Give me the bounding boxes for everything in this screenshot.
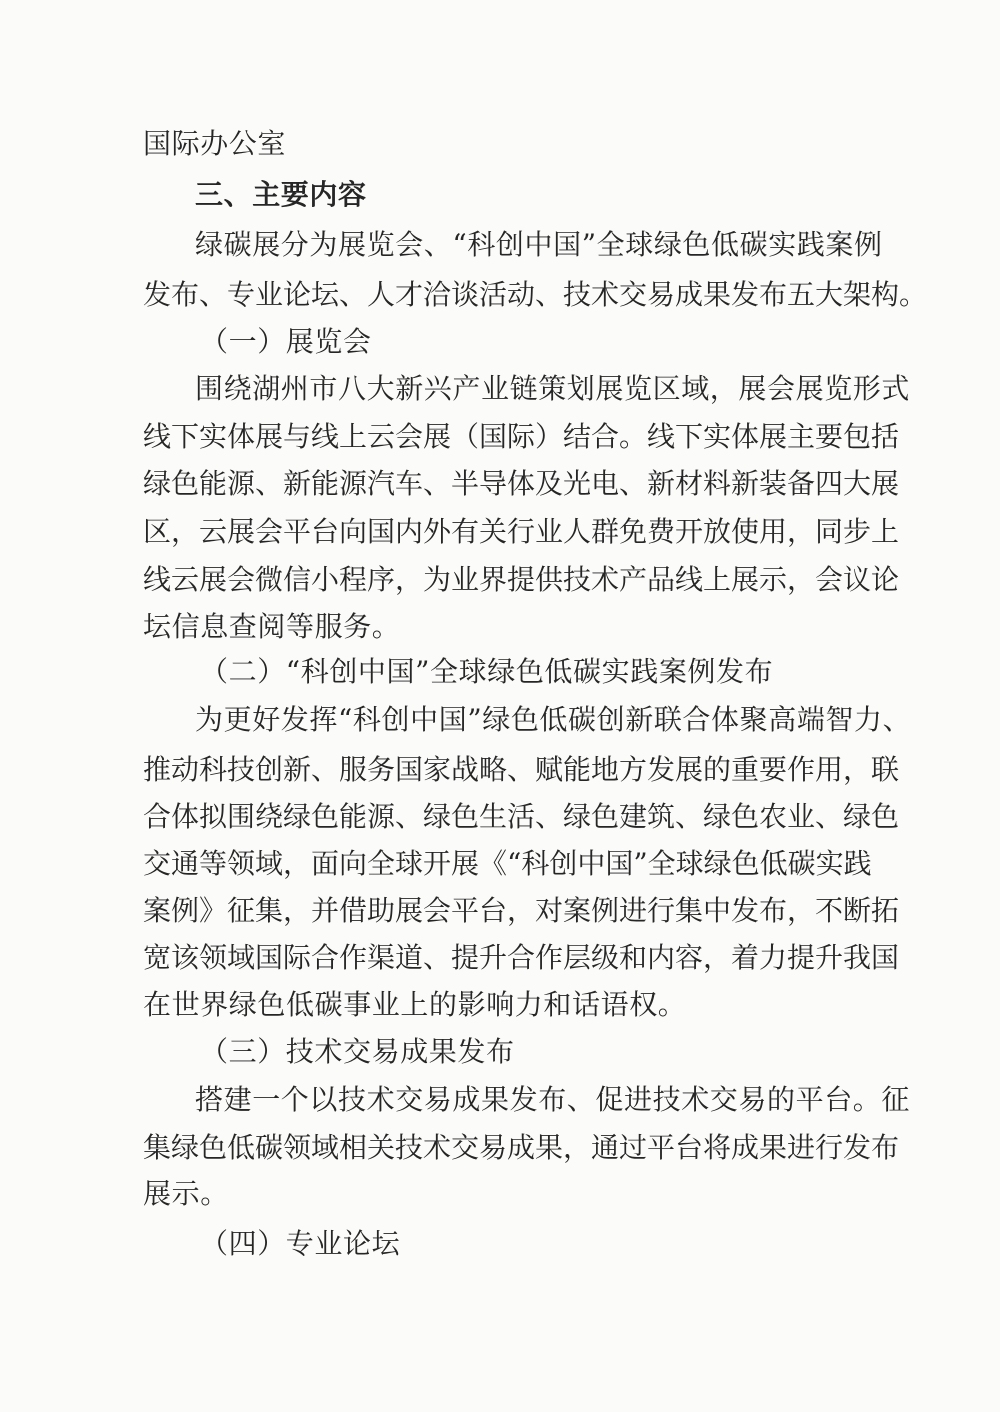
subheading-tech-trade: （三）技术交易成果发布: [200, 1035, 515, 1068]
section-heading-main-content: 三、主要内容: [195, 178, 367, 211]
paragraph-line: 在世界绿色低碳事业上的影响力和话语权。: [143, 988, 687, 1021]
paragraph-line: 线云展会微信小程序，为业界提供技术产品线上展示，会议论: [143, 563, 900, 596]
paragraph-line: 为更好发挥“科创中国”绿色低碳创新联合体聚高端智力、: [195, 703, 912, 736]
subheading-case-release: （二）“科创中国”全球绿色低碳实践案例发布: [200, 655, 774, 688]
paragraph-line: 线下实体展与线上云会展（国际）结合。线下实体展主要包括: [143, 420, 900, 453]
paragraph-line: 绿碳展分为展览会、“科创中国”全球绿色低碳实践案例: [195, 228, 883, 261]
paragraph-line: 坛信息查阅等服务。: [143, 610, 401, 643]
paragraph-line: 发布、专业论坛、人才洽谈活动、技术交易成果发布五大架构。: [143, 278, 928, 311]
subheading-exhibition: （一）展览会: [200, 325, 372, 358]
paragraph-line: 区，云展会平台向国内外有关行业人群免费开放使用，同步上: [143, 515, 900, 548]
text-line-org: 国际办公室: [143, 127, 287, 160]
paragraph-line: 展示。: [143, 1177, 229, 1210]
paragraph-line: 交通等领域，面向全球开展《“科创中国”全球绿色低碳实践: [143, 847, 872, 880]
paragraph-line: 围绕湖州市八大新兴产业链策划展览区域，展会展览形式: [195, 372, 911, 405]
paragraph-line: 绿色能源、新能源汽车、半导体及光电、新材料新装备四大展: [143, 467, 900, 500]
paragraph-line: 宽该领域国际合作渠道、提升合作层级和内容，着力提升我国: [143, 941, 900, 974]
paragraph-line: 推动科技创新、服务国家战略、赋能地方发展的重要作用，联: [143, 753, 900, 786]
paragraph-line: 集绿色低碳领域相关技术交易成果，通过平台将成果进行发布: [143, 1131, 900, 1164]
subheading-forum: （四）专业论坛: [200, 1227, 401, 1260]
paragraph-line: 案例》征集，并借助展会平台，对案例进行集中发布，不断拓: [143, 894, 900, 927]
paragraph-line: 搭建一个以技术交易成果发布、促进技术交易的平台。征: [195, 1083, 911, 1116]
paragraph-line: 合体拟围绕绿色能源、绿色生活、绿色建筑、绿色农业、绿色: [143, 800, 900, 833]
